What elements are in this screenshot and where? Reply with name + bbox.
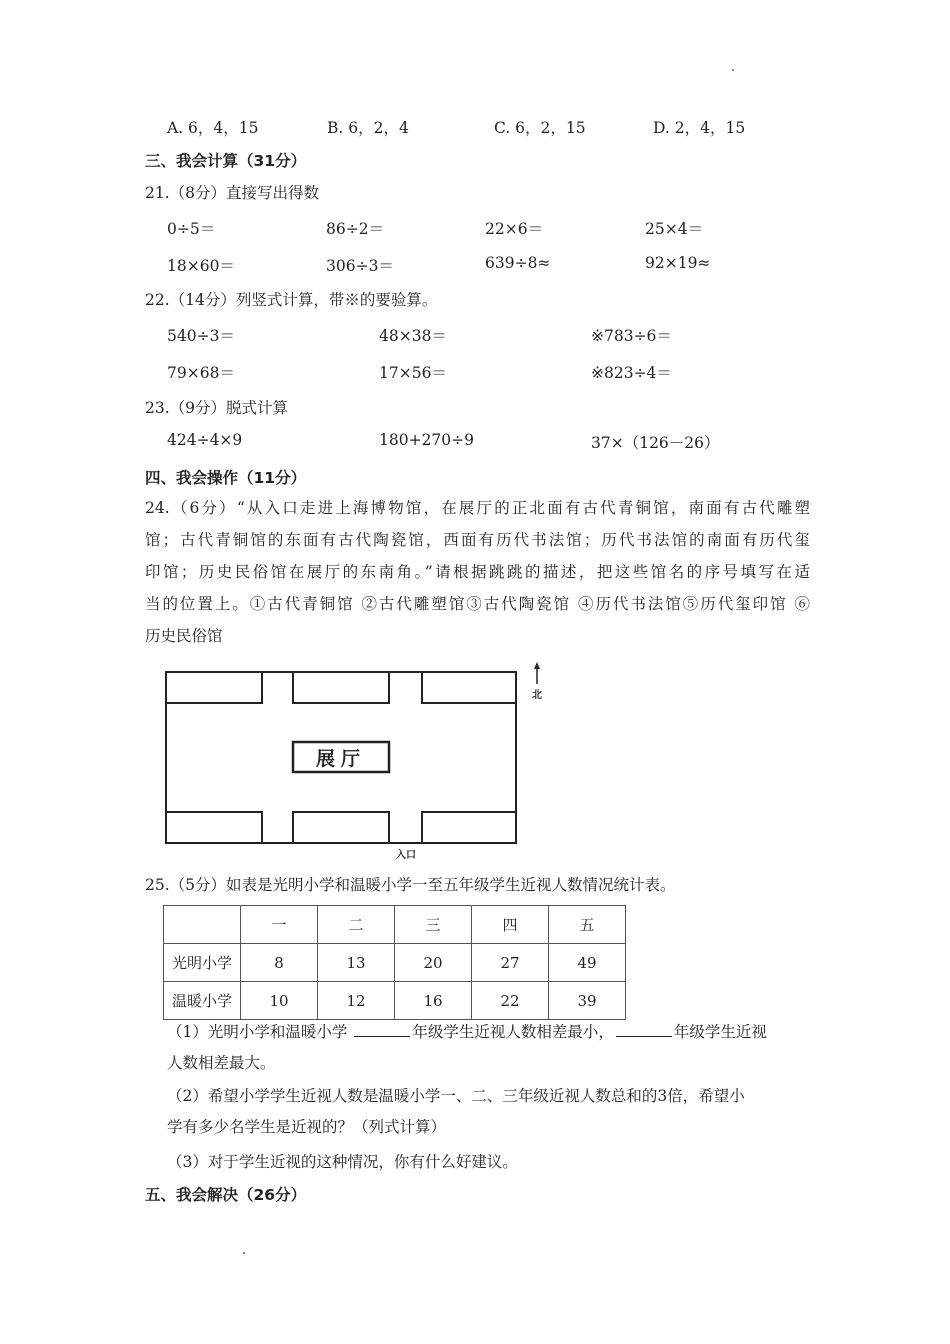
entrance-label: 入口 — [396, 850, 416, 861]
option-b: B. 6，2，4 — [327, 119, 409, 137]
q24-line-1: 24.（6分）“从入口走进上海博物馆，在展厅的正北面有古代青铜馆，南面有古代雕塑 — [145, 499, 810, 517]
q24-line-2: 馆；古代青铜馆的东面有古代陶瓷馆，西面有历代书法馆；历代书法馆的南面有历代玺 — [145, 531, 810, 549]
option-a: A. 6，4，15 — [167, 119, 259, 137]
q25-sub2-line1: （2）希望小学学生近视人数是温暖小学一、二、三年级近视人数总和的3倍，希望小 — [167, 1087, 745, 1105]
q25-sub1-d: 人数相差最大。 — [167, 1054, 276, 1072]
table-cell: 10 — [241, 982, 318, 1020]
q24-line-3: 印馆；历史民俗馆在展厅的东南角。”请根据跳跳的描述，把这些馆名的序号填写在适 — [145, 563, 810, 581]
q21-r2c2: 306÷3＝ — [326, 257, 394, 275]
north-label: 北 — [532, 690, 542, 701]
q25-title: 25.（5分）如表是光明小学和温暖小学一至五年级学生近视人数情况统计表。 — [145, 876, 676, 894]
q21-r2c3: 639÷8≈ — [485, 254, 551, 272]
q21-r1c3: 22×6＝ — [485, 220, 544, 238]
section5-title: 五、我会解决（26分） — [145, 1186, 307, 1204]
table-cell: 39 — [549, 982, 626, 1020]
q21-r1c1: 0÷5＝ — [167, 220, 216, 238]
q22-r2c3: ※823÷4＝ — [591, 364, 672, 382]
table-cell: 二 — [318, 906, 395, 944]
table-cell: 一 — [241, 906, 318, 944]
option-c: C. 6，2，15 — [494, 119, 586, 137]
table-cell: 13 — [318, 944, 395, 982]
q21-title: 21.（8分）直接写出得数 — [145, 184, 320, 202]
q25-sub1-b: 年级学生近视人数相差最小， — [412, 1023, 614, 1041]
q21-r2c1: 18×60＝ — [167, 257, 235, 275]
table-header-row — [164, 906, 626, 944]
table-row — [164, 944, 626, 982]
section4-title: 四、我会操作（11分） — [145, 469, 307, 487]
speck-bottom — [243, 1252, 245, 1254]
table-cell: 光明小学 — [164, 944, 241, 982]
room-top-middle[interactable] — [293, 672, 389, 703]
answer-blank-2[interactable] — [616, 1022, 672, 1037]
q25-sub1-line1 — [167, 1020, 767, 1042]
table-cell: 16 — [395, 982, 472, 1020]
table-cell: 8 — [241, 944, 318, 982]
table-cell — [164, 906, 241, 944]
table-cell: 20 — [395, 944, 472, 982]
table-row — [164, 982, 626, 1020]
q23-c2: 180+270÷9 — [379, 431, 475, 449]
answer-blank-1[interactable] — [354, 1022, 410, 1037]
room-bottom-right[interactable] — [422, 812, 516, 843]
q25-sub2-line2: 学有多少名学生是近视的？（列式计算） — [167, 1118, 447, 1136]
q22-r1c3: ※783÷6＝ — [591, 327, 672, 345]
myopia-table — [163, 905, 626, 1020]
section3-title: 三、我会计算（31分） — [145, 152, 307, 170]
table-cell: 温暖小学 — [164, 982, 241, 1020]
q22-r1c1: 540÷3＝ — [167, 327, 235, 345]
table-cell: 27 — [472, 944, 549, 982]
q24-line-5: 历史民俗馆 — [145, 627, 223, 645]
q23-c1: 424÷4×9 — [167, 431, 243, 449]
q22-r2c1: 79×68＝ — [167, 364, 235, 382]
table-cell: 12 — [318, 982, 395, 1020]
q23-c3: 37×（126－26） — [591, 434, 720, 452]
q21-r1c2: 86÷2＝ — [326, 220, 385, 238]
q25-sub1-c: 年级学生近视 — [673, 1023, 767, 1041]
table-cell: 五 — [549, 906, 626, 944]
table-cell: 四 — [472, 906, 549, 944]
q24-line-4: 当的位置上。①古代青铜馆 ②古代雕塑馆③古代陶瓷馆 ④历代书法馆⑤历代玺印馆 ⑥ — [145, 595, 810, 613]
q22-r1c2: 48×38＝ — [379, 327, 447, 345]
q22-title: 22.（14分）列竖式计算，带※的要验算。 — [145, 291, 438, 309]
table-cell: 三 — [395, 906, 472, 944]
table-cell: 22 — [472, 982, 549, 1020]
table-cell: 49 — [549, 944, 626, 982]
option-d: D. 2，4，15 — [653, 119, 746, 137]
hall-label: 展厅 — [315, 748, 367, 770]
q21-r1c4: 25×4＝ — [645, 220, 704, 238]
q25-sub3: （3）对于学生近视的这种情况，你有什么好建议。 — [167, 1153, 518, 1171]
q21-r2c4: 92×19≈ — [645, 254, 711, 272]
q25-sub1-a: （1）光明小学和温暖小学 — [167, 1023, 348, 1041]
room-top-right[interactable] — [422, 672, 516, 703]
q23-title: 23.（9分）脱式计算 — [145, 399, 289, 417]
q22-r2c2: 17×56＝ — [379, 364, 447, 382]
room-top-left[interactable] — [166, 672, 262, 703]
speck-top — [732, 69, 734, 71]
room-bottom-middle[interactable] — [293, 812, 389, 843]
north-arrow-head — [534, 662, 540, 669]
room-bottom-left[interactable] — [166, 812, 262, 843]
museum-diagram — [160, 662, 560, 862]
q24-text — [145, 492, 810, 652]
